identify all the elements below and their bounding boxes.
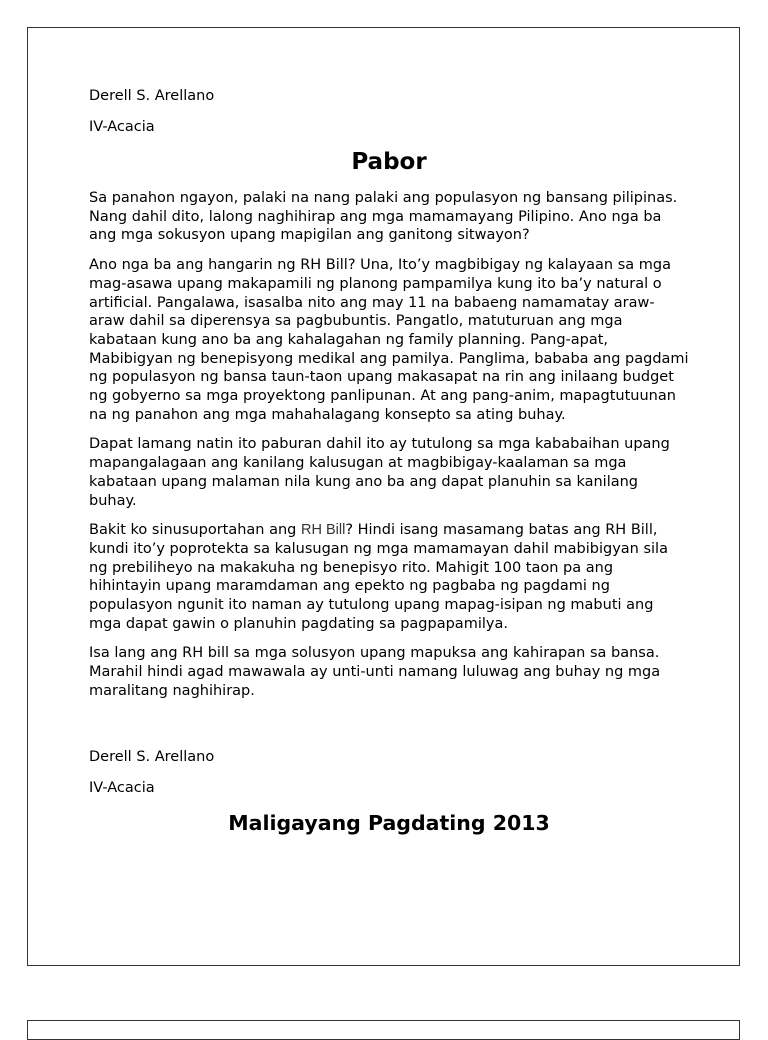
next-page	[27, 1020, 740, 1040]
paragraph-5: Isa lang ang RH bill sa mga solusyon upang mapuksa ang kahirapan sa bansa. Marahil hindi agad mawawala ay unti-unti namang luluwag ang buhay ng mga maralitang naghihirap.	[89, 645, 661, 699]
document-title: Pabor	[351, 149, 427, 175]
spacer	[89, 712, 689, 747]
footer-author-name: Derell S. Arellano	[89, 748, 215, 765]
paragraph-4	[89, 521, 689, 633]
author-name: Derell S. Arellano	[89, 88, 215, 104]
rh-bill-link[interactable]: RH Bill	[301, 522, 346, 539]
paragraph-2: Ano nga ba ang hangarin ng RH Bill? Una, Ito’y magbibigay ng kalayaan sa mga mag-asawa upang makapamili ng planong pampamilya kung ito ba’y natural o artificial. Pangalawa, isasalba nito ang may 11 na babaeng namamatay araw-araw dahil sa diperensya sa pagbubuntis. Pangatlo, matuturuan ang mga kabataan kung ano ba ang kahalagahan ng family planning. Pang-apat, Mabibigyan ng benepisyong medikal ang pamilya. Panglima, bababa ang pagdami ng populasyon ng bansa taun-taon upang makasapat na rin ang inilaang budget ng gobyerno sa mga proyektong panlipunan. At ang pang-anim, mapagtutuunan na ng panahon ang mga mahahalagang konsepto sa ating buhay.	[89, 257, 689, 423]
footer-title: Maligayang Pagdating 2013	[228, 810, 550, 835]
paragraph-3: Dapat lamang natin ito paburan dahil ito ay tutulong sa mga kababaihan upang mapangalagaan ang kanilang kalusugan at magbibigay-kaalaman sa mga kabataan upang malaman nila kung ano ba ang dapat planuhin sa kanilang buhay.	[89, 436, 670, 509]
paragraph-4-rest: ? Hindi isang masamang batas ang RH Bill, kundi ito’y poprotekta sa kalusugan ng mga mamamayan dahil mabibigyan sila ng prebiliheyo na makakuha ng benepisyo rito. Mahigit 100 taon pa ang hihintayin upang maramdaman ang epekto ng pagbaba ng pagdami ng populasyon ngunit ito naman ay tutulong upang mapag-isipan ng mabuti ang mga dapat gawin o planuhin pagdating sa pagpapamilya.	[89, 522, 668, 632]
section-name: IV-Acacia	[89, 119, 155, 135]
paragraph-1: Sa panahon ngayon, palaki na nang palaki ang populasyon ng bansang pilipinas. Nang dahil dito, lalong naghihirap ang mga mamamayang Pilipino. Ano nga ba ang mga sokusyon upang mapigilan ang ganitong sitwayon?	[89, 190, 678, 244]
document-content	[89, 86, 689, 836]
footer-section-name: IV-Acacia	[89, 779, 155, 796]
document-page	[27, 27, 740, 966]
paragraph-4-start: Bakit ko sinusuportahan ang	[89, 522, 301, 539]
